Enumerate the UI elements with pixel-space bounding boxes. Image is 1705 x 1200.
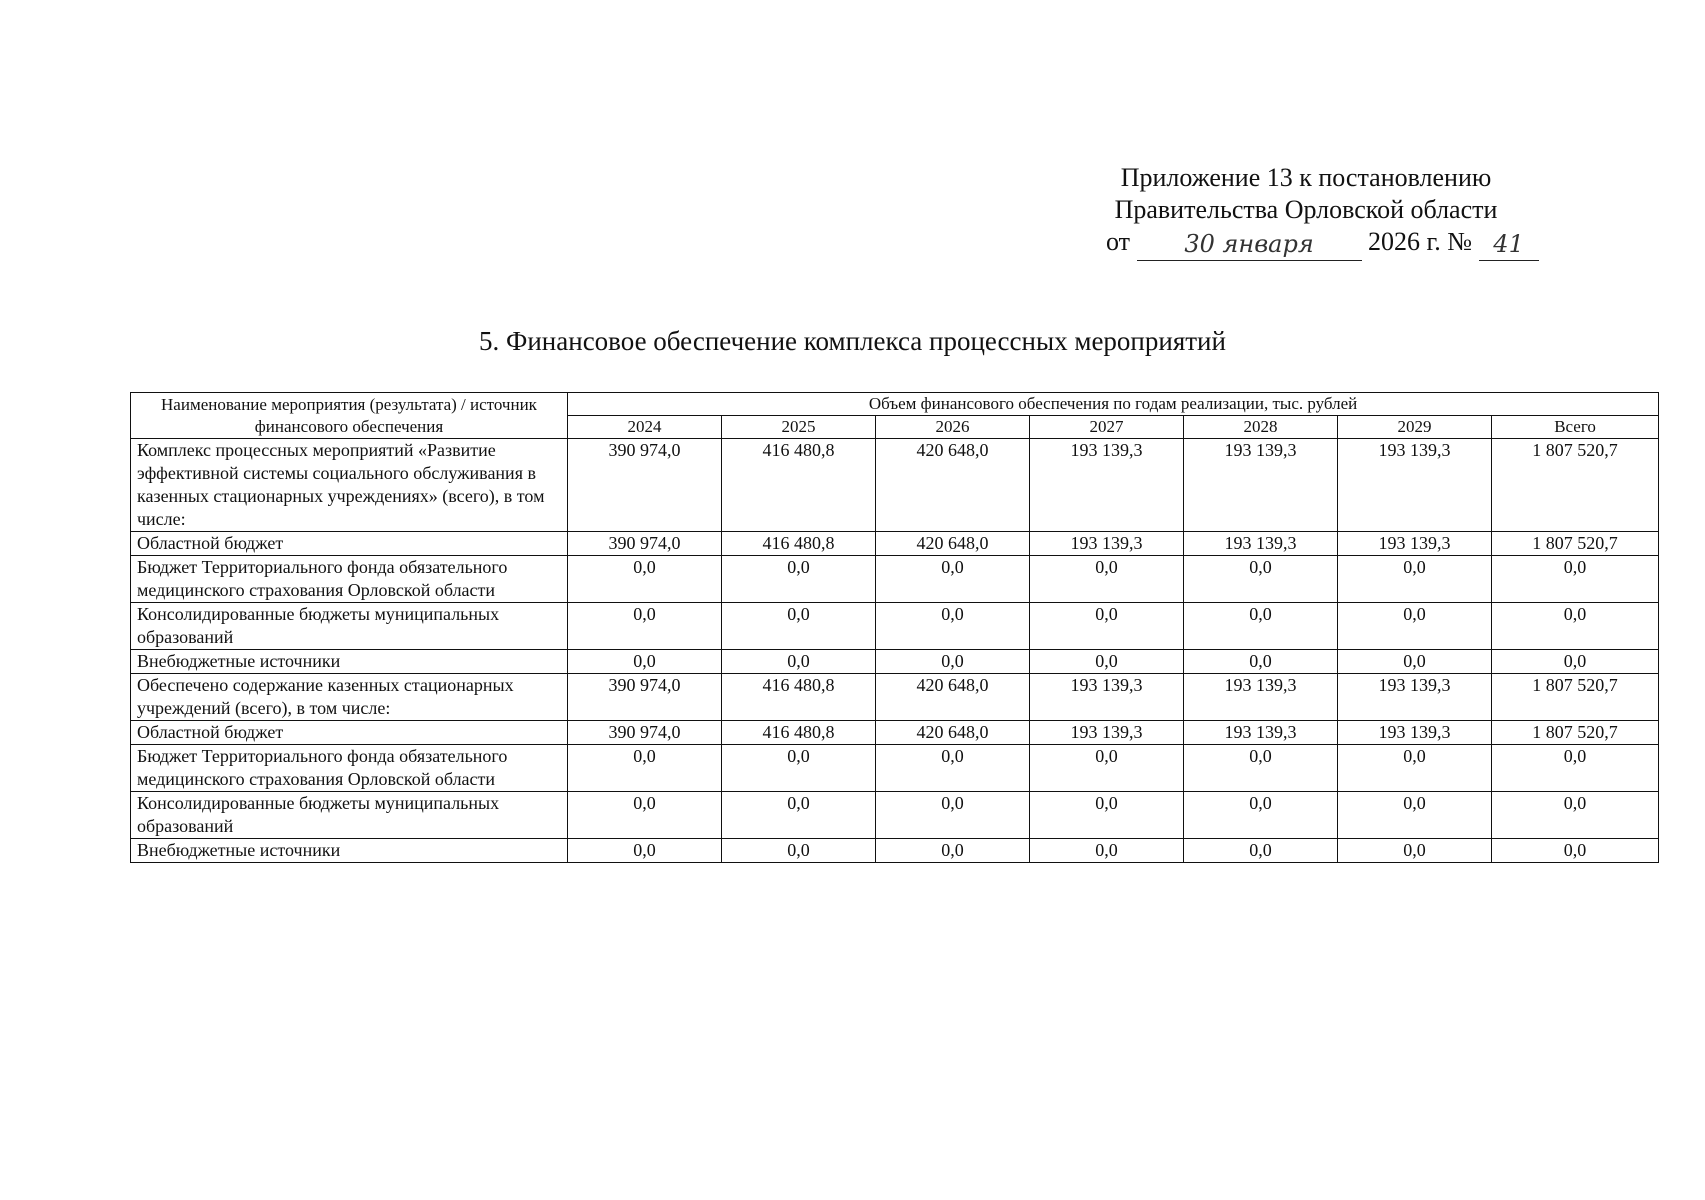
table-row: [131, 674, 1659, 721]
value-cell: 1 807 520,7: [1492, 439, 1659, 532]
value-cell: 420 648,0: [876, 439, 1030, 532]
table-row: [131, 650, 1659, 674]
value-cell: 0,0: [722, 792, 876, 839]
value-cell: 193 139,3: [1184, 532, 1338, 556]
value-cell: 0,0: [876, 603, 1030, 650]
year-header: 2029: [1338, 416, 1492, 439]
value-cell: 193 139,3: [1338, 439, 1492, 532]
value-cell: 0,0: [876, 556, 1030, 603]
value-cell: 1 807 520,7: [1492, 721, 1659, 745]
table-row: [131, 556, 1659, 603]
value-cell: 0,0: [1184, 839, 1338, 863]
row-name-cell: Бюджет Территориального фонда обязательного медицинского страхования Орловской области: [131, 556, 568, 603]
value-cell: 1 807 520,7: [1492, 674, 1659, 721]
value-cell: 0,0: [1338, 745, 1492, 792]
year-header: 2024: [568, 416, 722, 439]
value-cell: 0,0: [568, 792, 722, 839]
value-cell: 0,0: [876, 650, 1030, 674]
value-cell: 0,0: [568, 650, 722, 674]
value-cell: 0,0: [1492, 745, 1659, 792]
value-cell: 416 480,8: [722, 721, 876, 745]
row-name-cell: Внебюджетные источники: [131, 650, 568, 674]
value-cell: 0,0: [1338, 792, 1492, 839]
value-cell: 0,0: [1492, 556, 1659, 603]
header-row-top: [131, 393, 1659, 416]
row-name-cell: Консолидированные бюджеты муниципальных образований: [131, 792, 568, 839]
section-title: 5. Финансовое обеспечение комплекса процессных мероприятий: [479, 326, 1226, 356]
value-cell: 0,0: [1184, 792, 1338, 839]
value-cell: 0,0: [1338, 603, 1492, 650]
value-cell: 0,0: [568, 839, 722, 863]
table-row: [131, 532, 1659, 556]
value-cell: 0,0: [1184, 650, 1338, 674]
table-row: [131, 839, 1659, 863]
table-row: [131, 721, 1659, 745]
value-cell: 0,0: [568, 745, 722, 792]
financing-table: [130, 392, 1659, 863]
value-cell: 0,0: [876, 745, 1030, 792]
value-cell: 0,0: [1338, 556, 1492, 603]
row-name-cell: Областной бюджет: [131, 721, 568, 745]
value-cell: 0,0: [1492, 603, 1659, 650]
handwritten-number: 41: [1479, 228, 1539, 261]
table-row: [131, 603, 1659, 650]
value-cell: 0,0: [1030, 650, 1184, 674]
value-cell: 0,0: [1030, 556, 1184, 603]
date-line: [1030, 226, 1582, 259]
row-name-cell: Областной бюджет: [131, 532, 568, 556]
value-cell: 193 139,3: [1030, 532, 1184, 556]
value-cell: 193 139,3: [1338, 674, 1492, 721]
name-column-header: Наименование мероприятия (результата) / источник финансового обеспечения: [131, 393, 568, 439]
value-cell: 193 139,3: [1184, 721, 1338, 745]
value-cell: 416 480,8: [722, 674, 876, 721]
value-cell: 0,0: [876, 839, 1030, 863]
government-line: Правительства Орловской области: [1114, 195, 1498, 224]
value-cell: 0,0: [722, 839, 876, 863]
value-cell: 0,0: [568, 556, 722, 603]
year-header: 2025: [722, 416, 876, 439]
value-cell: 0,0: [722, 650, 876, 674]
value-cell: 390 974,0: [568, 532, 722, 556]
value-cell: 0,0: [1492, 839, 1659, 863]
year-header: Всего: [1492, 416, 1659, 439]
value-cell: 0,0: [876, 792, 1030, 839]
row-name-cell: Консолидированные бюджеты муниципальных образований: [131, 603, 568, 650]
value-cell: 0,0: [1338, 650, 1492, 674]
handwritten-date: 30 января: [1137, 228, 1362, 261]
value-cell: 193 139,3: [1030, 439, 1184, 532]
value-cell: 420 648,0: [876, 674, 1030, 721]
date-prefix: от: [1106, 227, 1131, 256]
value-cell: 0,0: [1030, 839, 1184, 863]
row-name-cell: Бюджет Территориального фонда обязательного медицинского страхования Орловской области: [131, 745, 568, 792]
appendix-line: Приложение 13 к постановлению: [1120, 163, 1492, 192]
year-header: 2028: [1184, 416, 1338, 439]
value-cell: 390 974,0: [568, 674, 722, 721]
value-cell: 193 139,3: [1338, 532, 1492, 556]
value-cell: 0,0: [1492, 650, 1659, 674]
value-cell: 0,0: [1184, 745, 1338, 792]
value-cell: 0,0: [722, 745, 876, 792]
table-body: [131, 439, 1659, 863]
volume-column-header: Объем финансового обеспечения по годам реализации, тыс. рублей: [568, 393, 1659, 416]
value-cell: 0,0: [722, 556, 876, 603]
value-cell: 193 139,3: [1338, 721, 1492, 745]
value-cell: 420 648,0: [876, 721, 1030, 745]
table-row: [131, 439, 1659, 532]
row-name-cell: Внебюджетные источники: [131, 839, 568, 863]
value-cell: 193 139,3: [1030, 674, 1184, 721]
value-cell: 390 974,0: [568, 439, 722, 532]
value-cell: 0,0: [1184, 603, 1338, 650]
table-row: [131, 745, 1659, 792]
value-cell: 0,0: [1184, 556, 1338, 603]
value-cell: 390 974,0: [568, 721, 722, 745]
table-row: [131, 792, 1659, 839]
value-cell: 0,0: [722, 603, 876, 650]
value-cell: 193 139,3: [1030, 721, 1184, 745]
value-cell: 193 139,3: [1184, 674, 1338, 721]
row-name-cell: Комплекс процессных мероприятий «Развитие эффективной системы социального обслуживания в казенных стационарных учреждениях» (всего), в том числе:: [131, 439, 568, 532]
row-name-cell: Обеспечено содержание казенных стационарных учреждений (всего), в том числе:: [131, 674, 568, 721]
year-header: 2027: [1030, 416, 1184, 439]
value-cell: 1 807 520,7: [1492, 532, 1659, 556]
document-header: [1030, 162, 1582, 259]
year-header: 2026: [876, 416, 1030, 439]
year-number-label: 2026 г. №: [1368, 227, 1473, 256]
value-cell: 0,0: [1030, 745, 1184, 792]
value-cell: 416 480,8: [722, 532, 876, 556]
value-cell: 0,0: [568, 603, 722, 650]
value-cell: 416 480,8: [722, 439, 876, 532]
value-cell: 0,0: [1030, 792, 1184, 839]
value-cell: 193 139,3: [1184, 439, 1338, 532]
value-cell: 420 648,0: [876, 532, 1030, 556]
value-cell: 0,0: [1492, 792, 1659, 839]
value-cell: 0,0: [1338, 839, 1492, 863]
value-cell: 0,0: [1030, 603, 1184, 650]
